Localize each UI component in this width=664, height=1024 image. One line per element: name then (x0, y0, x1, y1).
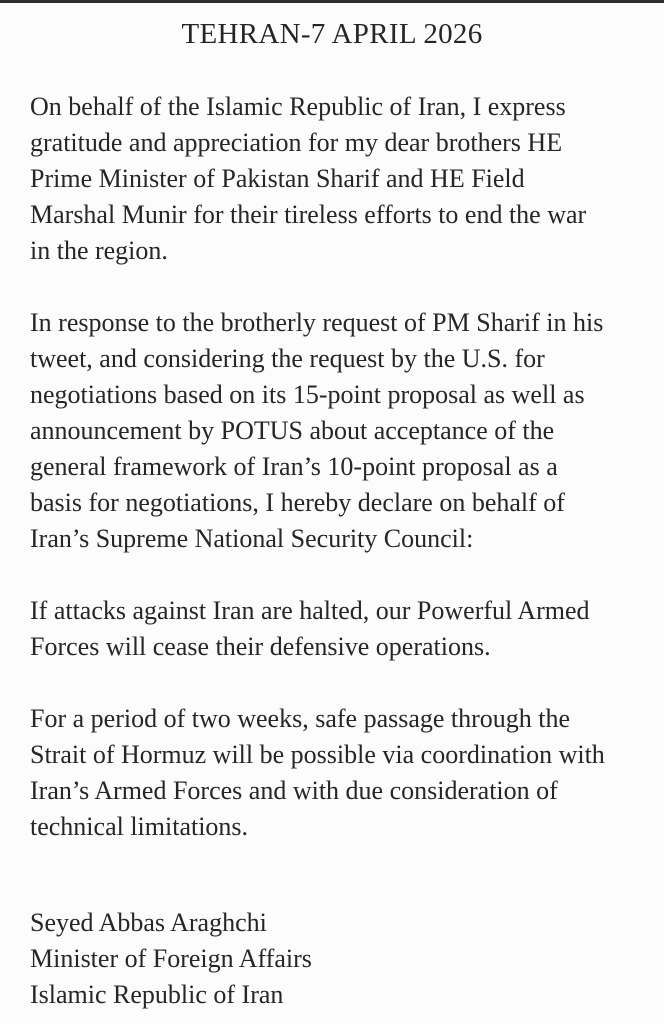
top-border (0, 0, 664, 3)
signature-block (30, 905, 636, 1013)
text-line: tweet, and considering the request by the U.S. for (30, 344, 545, 373)
text-line: Iran’s Armed Forces and with due consideration of (30, 776, 558, 805)
text-line: Iran’s Supreme National Security Council: (30, 524, 474, 553)
text-line: in the region. (30, 236, 168, 265)
text-line: For a period of two weeks, safe passage through the (30, 704, 571, 733)
paragraph-hormuz-passage (30, 701, 636, 845)
signature-role: Minister of Foreign Affairs (30, 944, 312, 973)
signature-country: Islamic Republic of Iran (30, 980, 284, 1009)
text-line: basis for negotiations, I hereby declare on behalf of (30, 488, 565, 517)
statement-title: TEHRAN-7 APRIL 2026 (181, 18, 483, 50)
text-line: announcement by POTUS about acceptance of the (30, 416, 555, 445)
text-line: gratitude and appreciation for my dear brothers HE (30, 128, 563, 157)
text-line: On behalf of the Islamic Republic of Iran, I express (30, 92, 566, 121)
text-line: negotiations based on its 15-point proposal as well as (30, 380, 585, 409)
text-line: Marshal Munir for their tireless efforts to end the war (30, 200, 587, 229)
paragraph-declaration (30, 305, 636, 557)
text-line: If attacks against Iran are halted, our Powerful Armed (30, 596, 590, 625)
text-line: general framework of Iran’s 10-point proposal as a (30, 452, 558, 481)
text-line: Forces will cease their defensive operations. (30, 632, 491, 661)
text-line: Strait of Hormuz will be possible via coordination with (30, 740, 605, 769)
paragraph-gratitude (30, 89, 636, 269)
statement-body (0, 89, 664, 1013)
text-line: In response to the brotherly request of PM Sharif in his (30, 308, 604, 337)
signature-name: Seyed Abbas Araghchi (30, 908, 267, 937)
paragraph-ceasefire-condition (30, 593, 636, 665)
text-line: technical limitations. (30, 812, 249, 841)
text-line: Prime Minister of Pakistan Sharif and HE Field (30, 164, 525, 193)
